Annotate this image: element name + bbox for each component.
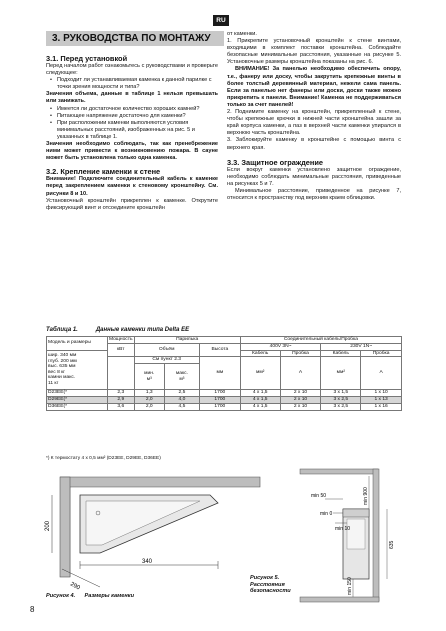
dim-diagonal: 290 [69,581,81,592]
language-badge: RU [213,15,229,26]
step-3: 3. Заблокируйте каменку в кронштейне с помощью винта с верхнего края. [227,137,401,151]
checklist-2 [46,106,218,141]
heater-dimensions: шир. 340 мм глуб. 200 мм выс. 635 мм вес 8 кг камни макс. 11 кг [47,350,108,390]
unit-mm2-a: мм² [240,357,280,390]
section-title: 3. РУКОВОДСТВА ПО МОНТАЖУ [46,31,224,46]
unit-mm2-b: мм² [321,357,361,390]
header-230v: 230V 1N~ [321,343,402,350]
intro-paragraph: Перед началом работ ознакомьтесь с руководствами и проверьте следующее: [46,63,218,77]
header-cable-400: Кабель [240,350,280,357]
table-row: D29EE(* 2,9 2,0 4,0 1700 4 x 1,5 2 x 10 3 x 2,5 1 x 13 [47,396,402,403]
checklist-1 [46,77,218,91]
guard-paragraph-1: Если вокруг каменки установлено защитное ограждение, необходимо соблюдать минимальные расстояния, приведенные на рисунках 5 и 7. [227,166,401,187]
figure-5-drawing [295,467,407,607]
left-column [46,52,218,212]
header-cable-230: Кабель [321,350,361,357]
figure-4-drawing [40,467,270,592]
unit-a-b: А [361,357,402,390]
figure-5-text-1: Расстояния [250,581,285,588]
heater-data-table [46,336,402,411]
list-item: • Подходит ли устанавливаемая каменка к данной парилке с точки зрения мощности и типа? [46,77,218,91]
dim-width: 340 [142,559,153,565]
bracket-paragraph: Установочный кронштейн прикреплен к каменке. Открутите фиксирующий винт и отсоедините кронштейн [46,197,218,211]
list-item: • Имеется ли достаточное количество хороших камней? [46,106,218,113]
table-row: D23EE(* 2,3 1,3 2,5 1700 4 x 1,5 2 x 10 3 x 1,5 1 x 10 [47,390,402,397]
right-column [227,31,401,202]
header-kw: кВт [108,343,135,357]
figure-5-label: Рисунок 5. [250,575,280,581]
page-number: 8 [30,605,35,614]
header-height: Высота [199,343,240,357]
figure-4-label: Рисунок 4. [46,593,76,599]
figure-4-text: Размеры каменки [84,593,134,599]
stones-note: См пункт 2.3 [134,357,199,364]
unit-mm: мм [199,357,240,390]
dim-depth: 200 [45,520,51,531]
header-sauna: Парилька [134,337,240,344]
section-3-1-title: 3.1. Перед установкой [46,54,128,63]
table-row: D36EE(* 3,6 2,0 4,5 1700 4 x 1,5 2 x 10 3 x 2,5 1 x 16 [47,403,402,410]
warning-volume: Значения объема, данные в таблице 1 нельзя превышать или занижать. [46,91,218,105]
dim-side: min 50 [311,493,327,499]
list-item: • При расположении каменки выполняются условия минимальных расстояний, изображенных на рис. 5 и указанных в таблице 1. [46,120,218,141]
continued-text: от каменки. [227,31,257,37]
section-3-2-title: 3.2. Крепление каменки к стене [46,167,161,177]
header-power: Мощность [109,337,133,342]
warning-support: ВНИМАНИЕ! За панелью необходимо обеспечить опору, т.е., фанеру или доску, чтобы закрутить крепежные винты в более толстый деревянный материал, нежели сама панель. Если за панелью нет фанеры или доски, доски также можно прикрепить к панели. Внимание! Каменка не поддерживаться только за счет панелей! [227,66,401,108]
step-2: 2. Поднимите каменку на кронштейн, прикрепленный к стене, чтобы крепежные крючки в нижней части кронштейна зашли за край корпуса каменки, а паз в верхней части каменки упирался в верхнюю часть кронштейна. [227,109,401,137]
table-caption-text: Данные каменки типа Delta EE [95,327,190,333]
table-caption-label: Таблица 1. [46,327,78,333]
dim-top: min 900 [363,487,369,505]
header-fuse-400: Пробка [280,350,321,357]
guard-paragraph-2: Минимальное расстояние, приведенное на рисунке 7, относится к пространству под верхним краем облицовки. [227,187,401,201]
list-item: • Питающее напряжение достаточно для каменки? [46,113,218,120]
table-footnote: *) К термостату 4 x 0,5 мм² (D23EE, D29EE, D36EE) [46,456,161,461]
header-fuse-230: Пробка [361,350,402,357]
dim-gap: min 10 [335,526,351,532]
volume-max: макс. м³ [164,364,199,390]
section-3-3-title: 3.3. Защитное ограждение [227,157,324,167]
dim-front: min 0 [320,511,333,517]
header-model: Модель и размеры [47,337,108,351]
figure-5-caption [250,575,305,595]
figure-4-caption [46,593,134,600]
dim-floor: min 150 [347,577,353,595]
table-caption [46,327,207,333]
step-1: 1. Прикрепите установочный кронштейн к стене винтами, входящими в комплект поставки кронштейна. Соблюдайте безопасные минимальные расстояния, указанные на рисунке 5. Установочные размеры кронштейна показаны на рис. 6. [227,38,401,66]
dim-height: 635 [389,540,395,549]
warning-fire: Значения необходимо соблюдать, так как пренебрежение ними может привести к возникновению пожара. В сауне может быть установлена только одна каменка. [46,141,218,162]
header-400v: 400V 3N~ [240,343,321,350]
volume-min: мин. м³ [134,364,164,390]
header-cable: Соединительный кабель/Пробка [240,337,401,344]
header-volume: Объём [134,343,199,357]
warning-cable: Внимание! Подключите соединительный кабель к каменке перед закреплением каменки к стеновому кронштейну. См. рисунки 8 и 10. [46,176,218,197]
figure-5-text-2: безопасности [250,588,291,595]
unit-a-a: А [280,357,321,390]
